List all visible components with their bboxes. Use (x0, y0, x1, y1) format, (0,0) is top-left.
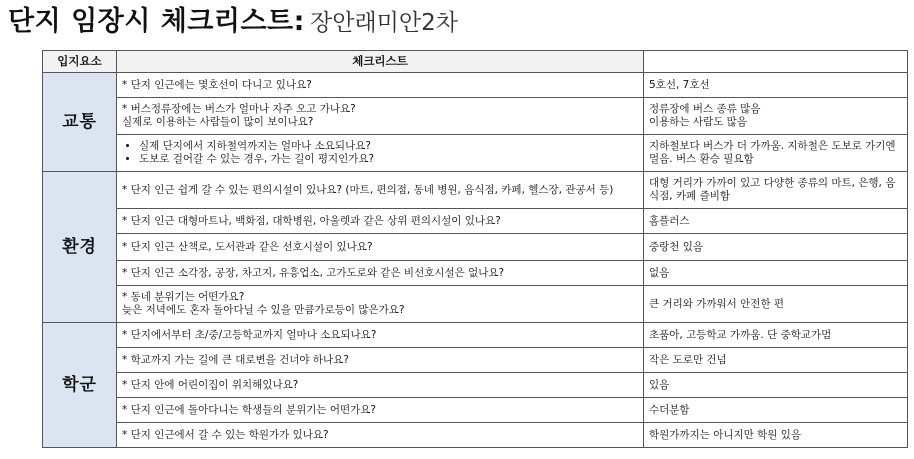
answer-cell: 홈플러스 (644, 209, 908, 234)
table-row (43, 348, 908, 373)
answer-cell: 수더분함 (644, 398, 908, 423)
question-cell: * 단지 인근에서 갈 수 있는 학원가가 있나요? (117, 423, 644, 448)
answer-cell: 없음 (644, 261, 908, 286)
answer-cell: 중랑천 있음 (644, 234, 908, 261)
bullet-list (122, 140, 638, 166)
question-cell: * 단지 인근 산책로, 도서관과 같은 선호시설이 있나요? (117, 234, 644, 261)
table-row (43, 323, 908, 348)
table-row (43, 261, 908, 286)
table-row (43, 135, 908, 172)
list-item: • 도보로 걸어갈 수 있는 경우, 가는 길이 평지인가요? (139, 153, 638, 166)
answer-cell: 정류장에 버스 종류 많음 이용하는 사람도 많음 (644, 98, 908, 135)
category-environment: 환경 (43, 172, 117, 323)
table-row (43, 398, 908, 423)
page-title (8, 2, 458, 42)
question-cell: * 학교까지 가는 길에 큰 대로변을 건너야 하나요? (117, 348, 644, 373)
category-school: 학군 (43, 323, 117, 448)
question-cell: * 단지 인근에는 몇호선이 다니고 있나요? (117, 73, 644, 98)
table-row (43, 98, 908, 135)
header-category: 입지요소 (43, 51, 117, 73)
table-row (43, 172, 908, 209)
category-transport: 교통 (43, 73, 117, 172)
answer-cell: 작은 도로만 건넘 (644, 348, 908, 373)
table-row (43, 209, 908, 234)
question-cell: * 동네 분위기는 어떤가요? 늦은 저녁에도 혼자 돌아다닐 수 있을 만큼가로등이 많은가요? (117, 286, 644, 323)
header-row (43, 51, 908, 73)
question-cell: * 단지 인근에 돌아다니는 학생들의 분위기는 어떤가요? (117, 398, 644, 423)
title-sub: 장안래미안2차 (310, 10, 458, 36)
answer-cell: 대형 거리가 가까이 있고 다양한 종류의 마트, 은행, 음식점, 카페 즐비함 (644, 172, 908, 209)
table-row (43, 373, 908, 398)
question-cell: * 단지 인근 대형마트나, 백화점, 대학병원, 아울렛과 같은 상위 편의시설이 있나요? (117, 209, 644, 234)
table-row (43, 73, 908, 98)
question-cell: * 단지에서부터 초/중/고등학교까지 얼마나 소요되나요? (117, 323, 644, 348)
table-row (43, 234, 908, 261)
title-main: 단지 임장시 체크리스트: (8, 6, 305, 37)
question-cell: * 단지 안에 어린이집이 위치해있나요? (117, 373, 644, 398)
header-answer (644, 51, 908, 73)
answer-cell: 5호선, 7호선 (644, 73, 908, 98)
answer-cell: 큰 거리와 가까워서 안전한 편 (644, 286, 908, 323)
question-cell: * 단지 인근 쉽게 갈 수 있는 편의시설이 있나요? (마트, 편의점, 동네 병원, 음식점, 카페, 헬스장, 관공서 등) (117, 172, 644, 209)
answer-cell: 초품아, 고등학교 가까움. 단 중학교가멈 (644, 323, 908, 348)
table-row (43, 423, 908, 448)
question-cell: * 단지 인근 소각장, 공장, 차고지, 유흥업소, 고가도로와 같은 비선호시설은 없나요? (117, 261, 644, 286)
header-checklist: 체크리스트 (117, 51, 644, 73)
checklist-table (42, 50, 908, 448)
answer-cell: 지하철보다 버스가 더 가까움. 지하철은 도보로 가기엔 멀음. 버스 환승 필요함 (644, 135, 908, 172)
answer-cell: 학원가까지는 아니지만 학원 있음 (644, 423, 908, 448)
answer-cell: 있음 (644, 373, 908, 398)
question-cell: * 버스정류장에는 버스가 얼마나 자주 오고 가나요? 실제로 이용하는 사람들이 많이 보이나요? (117, 98, 644, 135)
question-cell (117, 135, 644, 172)
list-item: • 실제 단지에서 지하철역까지는 얼마나 소요되나요? (139, 140, 638, 153)
table-row (43, 286, 908, 323)
